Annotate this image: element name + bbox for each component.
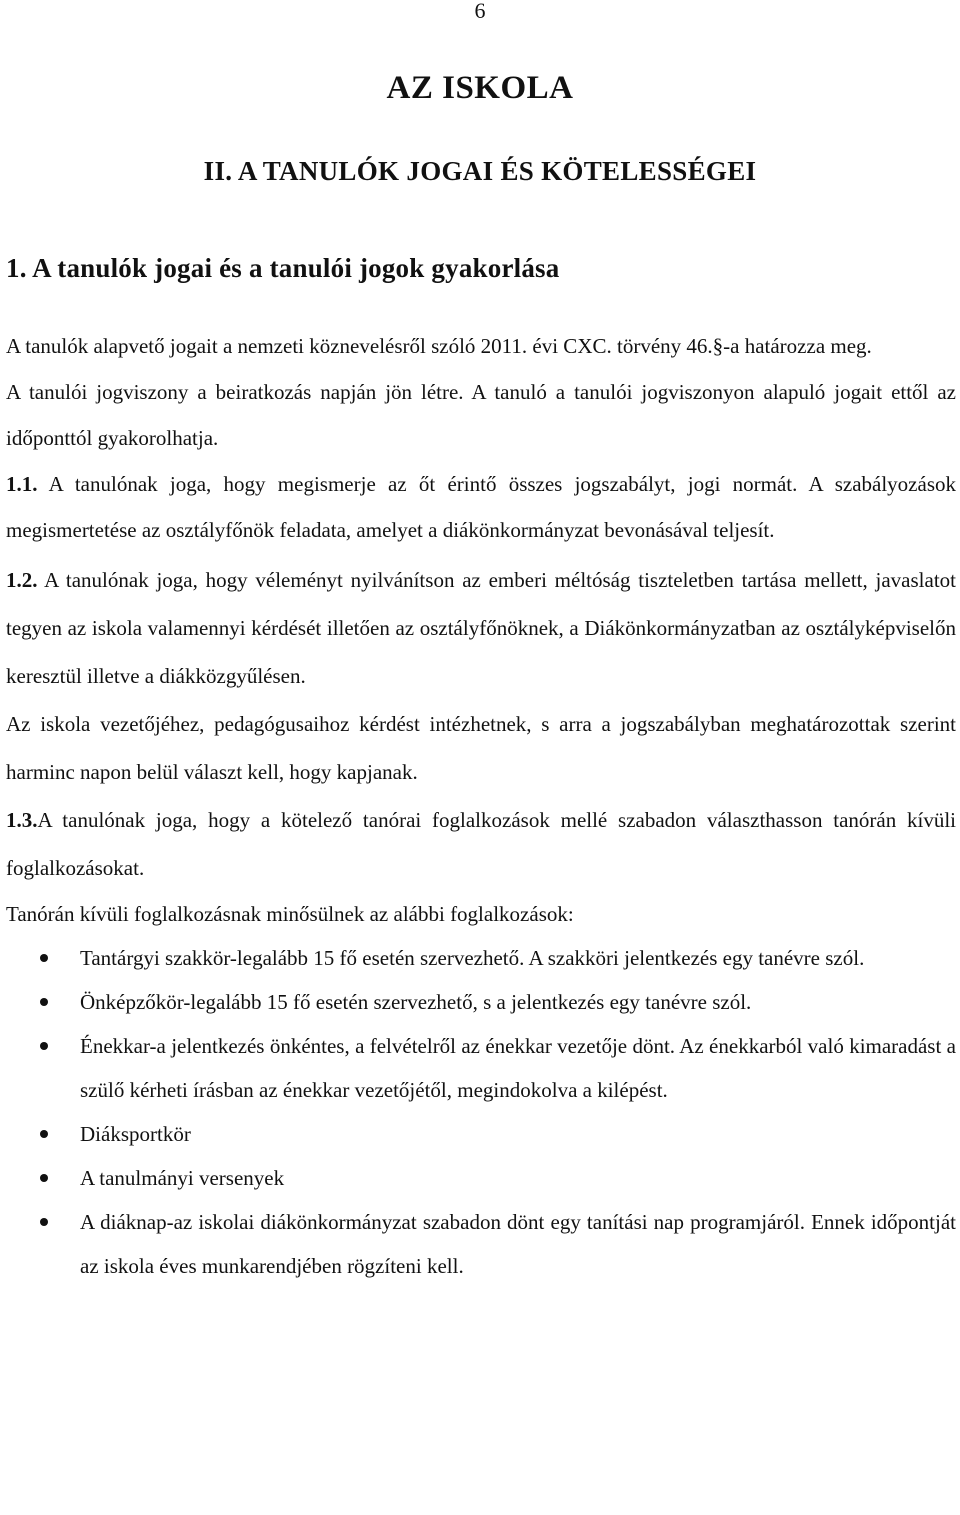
list-item-text: A tanulmányi versenyek [80, 1166, 285, 1190]
bullet-icon [40, 1130, 48, 1138]
paragraph-text: A tanulónak joga, hogy a kötelező tanórai foglalkozások mellé szabadon választhasson tanórán kívüli foglalkozásokat. [6, 808, 956, 880]
document-body [6, 326, 956, 1288]
list-item [6, 1112, 956, 1156]
document-title: AZ ISKOLA [386, 70, 574, 106]
activities-list [6, 936, 956, 1288]
paragraph-list-intro: Tanórán kívüli foglalkozásnak minősülnek az alábbi foglalkozások: [6, 902, 574, 926]
list-item-text: Önképzőkör-legalább 15 fő esetén szervezhető, s a jelentkezés egy tanévre szól. [80, 990, 752, 1014]
bullet-icon [40, 954, 48, 962]
paragraph-1-2 [6, 556, 956, 700]
list-item [6, 936, 956, 980]
list-item-text: A diáknap-az iskolai diákönkormányzat szabadon dönt egy tanítási nap programjáról. Ennek időpontját az iskola éves munkarendjében rögzíteni kell. [80, 1210, 956, 1278]
section-title: II. A TANULÓK JOGAI ÉS KÖTELESSÉGEI [203, 156, 757, 186]
paragraph-text: A tanulónak joga, hogy véleményt nyilvánítson az emberi méltóság tiszteletben tartása mellett, javaslatot tegyen az iskola valamennyi kérdését illetően az osztályfőnöknek, a Diákönkormányzatban az osztályképviselőn keresztül illetve a diákközgyűlésen. [6, 568, 956, 688]
bullet-icon [40, 1218, 48, 1226]
paragraph-1-3 [6, 796, 956, 892]
paragraph-legal-basis: A tanulók alapvető jogait a nemzeti köznevelésről szóló 2011. évi CXC. törvény 46.§-a határozza meg. [6, 334, 872, 358]
paragraph-text: A tanulónak joga, hogy megismerje az őt érintő összes jogszabályt, jogi normát. A szabályozások megismertetése az osztályfőnök feladata, amelyet a diákönkormányzat bevonásával teljesít. [6, 472, 956, 542]
list-item [6, 1024, 956, 1112]
paragraph-number: 1.3. [6, 808, 38, 832]
list-item-text: Énekkar-a jelentkezés önkéntes, a felvételről az énekkar vezetője dönt. Az énekkarból való kimaradást a szülő kérheti írásban az énekkar vezetőjétől, megindokolva a kilépést. [80, 1034, 956, 1102]
paragraph-number: 1.1. [6, 472, 38, 496]
page-number: 6 [474, 0, 486, 23]
list-item-text: Tantárgyi szakkör-legalább 15 fő esetén szervezhető. A szakköri jelentkezés egy tanévre szól. [80, 946, 865, 970]
paragraph-number: 1.2. [6, 568, 38, 592]
paragraph-enrollment: A tanulói jogviszony a beiratkozás napján jön létre. A tanuló a tanulói jogviszonyon alapuló jogait ettől az időponttól gyakorolhatja. [6, 380, 956, 450]
paragraph-1-1 [6, 461, 956, 553]
bullet-icon [40, 998, 48, 1006]
list-item [6, 1156, 956, 1200]
list-item [6, 980, 956, 1024]
bullet-icon [40, 1042, 48, 1050]
paragraph-questions: Az iskola vezetőjéhez, pedagógusaihoz kérdést intézhetnek, s arra a jogszabályban meghatározottak szerint harminc napon belül választ kell, hogy kapjanak. [6, 712, 956, 784]
list-item [6, 1200, 956, 1288]
bullet-icon [40, 1174, 48, 1182]
list-item-text: Diáksportkör [80, 1122, 191, 1146]
subsection-heading: 1. A tanulók jogai és a tanulói jogok gyakorlása [6, 253, 560, 283]
